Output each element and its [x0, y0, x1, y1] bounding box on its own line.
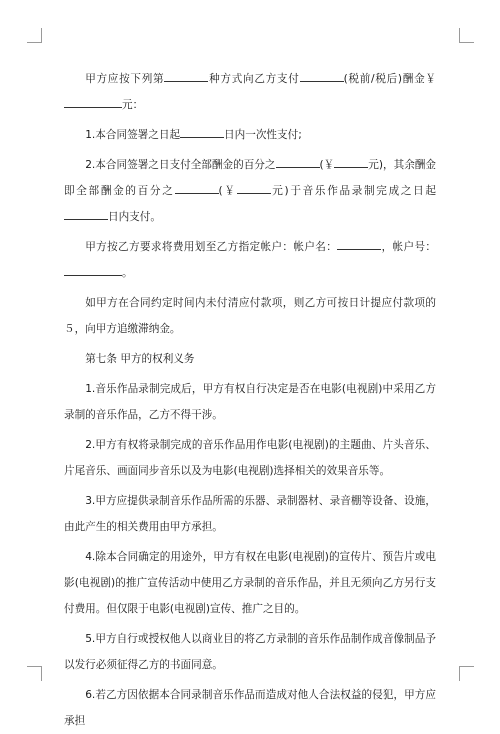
text-run: 。 [122, 267, 133, 279]
blank-amount-a [64, 95, 98, 108]
article-seven-heading: 第七条 甲方的权利义务 [85, 353, 195, 365]
account-paragraph [64, 234, 436, 286]
text-run: ，帐户号： [381, 241, 437, 253]
text-run: 甲方应按下列第 [85, 73, 165, 85]
blank-percent-2 [175, 181, 219, 194]
crop-mark-bottom-left [27, 666, 42, 681]
blank-tax [300, 69, 344, 82]
text-run: 日内一次性支付; [224, 129, 302, 141]
text-run: 元)于音乐作品录制完成之日起 [270, 185, 436, 197]
document-body [64, 66, 436, 734]
blank-method [164, 69, 208, 82]
text-run: 元： [122, 99, 144, 111]
text-run: 元)，其余酬金即全部酬金的百分之 [64, 159, 437, 197]
blank-account-number-b [98, 263, 122, 276]
article-seven-item: 6.若乙方因依据本合同录制音乐作品而造成对他人合法权益的侵犯，甲方应承担 [64, 689, 436, 727]
late-fee-paragraph: 如甲方在合同约定时间内未付清应付款项，则乙方可按日计提应付款项的５，向甲方追缴滞纳金。 [64, 297, 436, 335]
blank-account-number-a [64, 263, 98, 276]
blank-amount-2 [237, 181, 271, 194]
blank-account-name [337, 237, 381, 250]
text-run: (税前/税后)酬金￥ [343, 73, 436, 85]
article-seven-item: 5.甲方自行或授权他人以商业目的将乙方录制的音乐作品制作成音像制品予以发行必须征得乙方的书面同意。 [64, 633, 436, 671]
text-run: (￥ [218, 185, 237, 197]
crop-mark-top-right [459, 28, 474, 43]
crop-mark-bottom-right [459, 666, 474, 681]
text-run: 1.本合同签署之日起 [85, 129, 181, 141]
article-seven-item: 4.除本合同确定的用途外，甲方有权在电影(电视剧)的宣传片、预告片或电影(电视剧)的推广宣传活动中使用乙方录制的音乐作品，并且无须向乙方另行支付费用。但仅限于电影(电视剧)宣传、推广之目的。 [64, 551, 436, 615]
blank-days [180, 125, 224, 138]
blank-amount-1 [334, 155, 368, 168]
crop-mark-top-left [27, 28, 42, 43]
text-run: 日内支付。 [108, 211, 161, 223]
blank-days-2 [64, 207, 108, 220]
option-two-paragraph [64, 152, 436, 230]
text-run: 甲方按乙方要求将费用划至乙方指定帐户：帐户名： [85, 241, 338, 253]
article-seven-item: 2.甲方有权将录制完成的音乐作品用作电影(电视剧)的主题曲、片头音乐、片尾音乐、画面同步音乐以及为电影(电视剧)选择相关的效果音乐等。 [64, 439, 436, 477]
payment-method-paragraph [64, 66, 436, 118]
blank-amount-b [98, 95, 122, 108]
blank-percent-1 [276, 155, 320, 168]
text-run: 种方式向乙方支付 [208, 73, 300, 85]
article-seven-item: 1.音乐作品录制完成后，甲方有权自行决定是否在电影(电视剧)中采用乙方录制的音乐作品，乙方不得干涉。 [64, 383, 436, 421]
text-run: (￥ [319, 159, 335, 171]
text-run: 2.本合同签署之日支付全部酬金的百分之 [85, 159, 276, 171]
article-seven-item: 3.甲方应提供录制音乐作品所需的乐器、录制器材、录音棚等设备、设施，由此产生的相关费用由甲方承担。 [64, 495, 436, 533]
option-one-paragraph [64, 122, 436, 148]
